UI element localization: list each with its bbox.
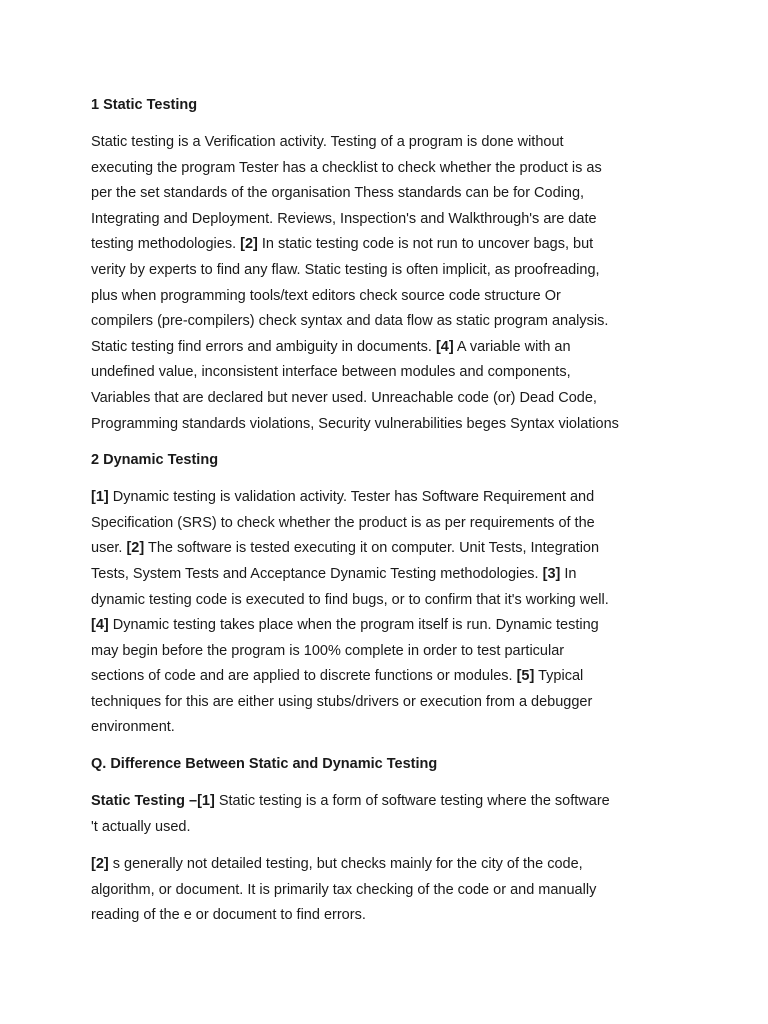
text-line	[91, 613, 688, 639]
bold-text-run: Static Testing –[1]	[91, 793, 215, 810]
text-run: executing the program Tester has a checklist to check whether the product is as	[91, 159, 602, 176]
bold-text-run: [1]	[91, 489, 109, 506]
paragraph-static-details	[91, 852, 688, 929]
bold-text-run: [4]	[435, 338, 454, 355]
text-run: Dynamic testing is validation activity. Tester has Software Requirement and	[108, 489, 595, 506]
text-line	[91, 360, 688, 386]
text-run: techniques for this are either using stubs/drivers or execution from a debugger	[91, 693, 593, 710]
text-line	[91, 664, 688, 690]
text-line	[91, 903, 688, 929]
bold-text-run: [5]	[516, 668, 535, 685]
text-run: verity by experts to find any flaw. Static testing is often implicit, as proofreading,	[91, 261, 600, 278]
text-line	[91, 412, 688, 438]
text-run: user.	[91, 540, 127, 557]
text-run: Static testing is a Verification activity. Testing of a program is done without	[91, 134, 564, 150]
text-line	[91, 588, 688, 614]
text-line	[91, 386, 688, 412]
text-run: Specification (SRS) to check whether the product is as per requirements of the	[91, 514, 595, 531]
text-line	[91, 562, 688, 588]
bold-text-run: [2]	[91, 856, 109, 873]
text-line	[91, 852, 688, 878]
text-line	[91, 815, 688, 841]
text-line	[91, 309, 688, 335]
text-run: A variable with an	[453, 338, 571, 355]
text-run: compilers (pre-compilers) check syntax and data flow as static program analysis.	[91, 313, 609, 330]
text-line	[91, 715, 688, 741]
text-run: sections of code and are applied to discrete functions or modules.	[91, 668, 517, 685]
paragraph-static-definition	[91, 789, 688, 840]
paragraph-dynamic-testing	[91, 485, 688, 741]
text-line	[91, 181, 688, 207]
bold-text-run: [4]	[91, 617, 109, 634]
bold-text-run: [3]	[542, 565, 561, 582]
text-run: Dynamic testing takes place when the program itself is run. Dynamic testing	[108, 617, 599, 634]
text-run: dynamic testing code is executed to find bugs, or to confirm that it's working well.	[91, 591, 609, 608]
bold-text-run: [2]	[126, 540, 145, 557]
text-run: testing methodologies.	[91, 236, 241, 253]
text-run: In	[560, 565, 577, 582]
text-run: reading of the e or document to find errors.	[91, 907, 366, 924]
text-run: per the set standards of the organisation Thess standards can be for Coding,	[91, 185, 585, 202]
text-run: environment.	[91, 719, 175, 736]
section-heading-dynamic-testing: 2 Dynamic Testing	[91, 452, 219, 469]
text-run: Variables that are declared but never used. Unreachable code (or) Dead Code,	[91, 389, 597, 406]
section-heading-difference: Q. Difference Between Static and Dynamic Testing	[91, 756, 438, 773]
bold-text-run: [2]	[240, 236, 258, 253]
text-line	[91, 335, 688, 361]
text-line	[91, 789, 688, 815]
text-run: Typical	[534, 668, 584, 685]
text-line	[91, 156, 688, 182]
text-line	[91, 878, 688, 904]
text-line	[91, 258, 688, 284]
text-run: undefined value, inconsistent interface between modules and components,	[91, 364, 571, 381]
text-run: 't actually used.	[91, 818, 191, 835]
text-line	[91, 130, 688, 156]
section-heading-static-testing: 1 Static Testing	[91, 97, 198, 113]
text-run: Programming standards violations, Security vulnerabilities beges Syntax violations	[91, 415, 619, 432]
text-line	[91, 232, 688, 258]
text-run: algorithm, or document. It is primarily tax checking of the code or and manually	[91, 881, 597, 898]
text-line	[91, 690, 688, 716]
text-run: may begin before the program is 100% complete in order to test particular	[91, 642, 565, 659]
text-run: Tests, System Tests and Acceptance Dynamic Testing methodologies.	[91, 565, 543, 582]
text-run: The software is tested executing it on computer. Unit Tests, Integration	[144, 540, 600, 557]
text-line	[91, 639, 688, 665]
text-line	[91, 536, 688, 562]
text-run: Static testing find errors and ambiguity in documents.	[91, 338, 436, 355]
text-run: Static testing is a form of software testing where the software	[214, 793, 610, 810]
text-line	[91, 284, 688, 310]
text-run: plus when programming tools/text editors check source code structure Or	[91, 287, 561, 304]
text-run: In static testing code is not run to uncover bags, but	[257, 236, 594, 253]
text-run: Integrating and Deployment. Reviews, Inspection's and Walkthrough's are date	[91, 210, 597, 227]
text-line	[91, 207, 688, 233]
text-run: s generally not detailed testing, but checks mainly for the city of the code,	[108, 856, 583, 873]
text-line	[91, 485, 688, 511]
text-line	[91, 511, 688, 537]
paragraph-static-testing	[91, 130, 688, 437]
